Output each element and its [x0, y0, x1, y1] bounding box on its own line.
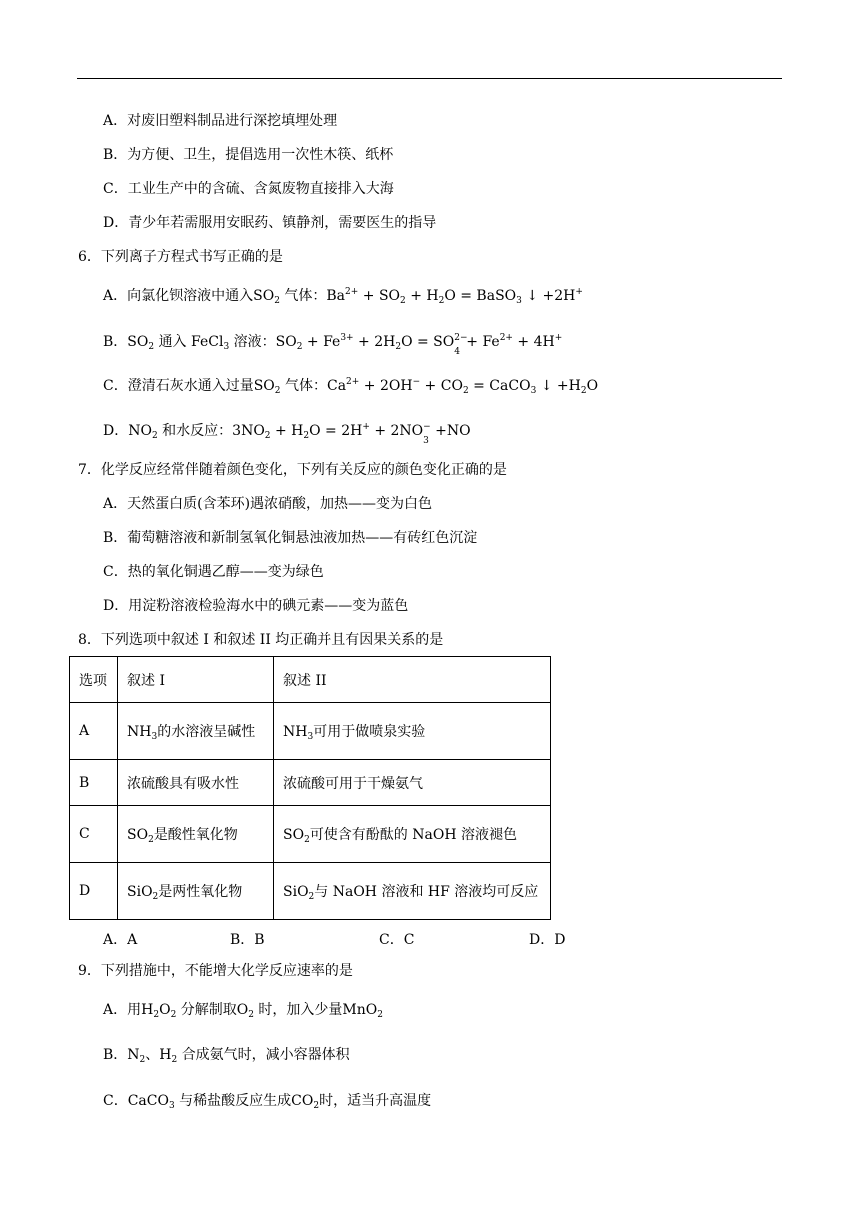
q6-option-b: B．$SO_2$ 通入 FeCl$_3$ 溶液：$SO_2 + Fe^{3+} + 2H_2O$ = SO 2− 4 + $Fe^{2+} + 4H^+$	[103, 333, 563, 357]
q7-option-d: D．用淀粉溶液检验海水中的碘元素——变为蓝色	[103, 598, 409, 614]
q8-answer-d: D．D	[529, 932, 566, 948]
q7-option-c: C．热的氧化铜遇乙醇——变为绿色	[103, 564, 324, 580]
q7-option-b: B．葡萄糖溶液和新制氢氧化铜悬浊液加热——有砖红色沉淀	[103, 530, 478, 546]
q8-answer-b: B．B	[230, 932, 265, 948]
q5-option-b: B．为方便、卫生，提倡选用一次性木筷、纸杯	[103, 147, 394, 163]
table-cell: $SO_2$是酸性氧化物	[118, 806, 274, 863]
q9-stem: 9．下列措施中，不能增大化学反应速率的是	[78, 963, 353, 979]
table-cell: A	[70, 703, 118, 760]
table-header-cell: 叙述 II	[274, 657, 551, 703]
header-rule	[77, 78, 782, 79]
q9-option-a: A．用$H_2O_2$ 分解制取$O_2$ 时，加入少量MnO$_2$	[103, 1002, 383, 1020]
table-cell: $NH_3$可用于做喷泉实验	[274, 703, 551, 760]
q5-option-c: C．工业生产中的含硫、含氮废物直接排入大海	[103, 181, 394, 197]
table-cell: B	[70, 760, 118, 806]
table-row	[70, 703, 551, 760]
q9-option-b: B．$N_2$、$H_2$ 合成氨气时，减小容器体积	[103, 1047, 350, 1065]
table-cell: 浓硫酸可用于干燥氨气	[274, 760, 551, 806]
table-cell: C	[70, 806, 118, 863]
table-cell: $SO_2$可使含有酚酞的 NaOH 溶液褪色	[274, 806, 551, 863]
table-row	[70, 760, 551, 806]
q7-option-a: A．天然蛋白质(含苯环)遇浓硝酸，加热——变为白色	[103, 496, 433, 512]
q6-option-a: A．向氯化钡溶液中通入$SO_2$ 气体：$Ba^{2+} + SO_2 + H_2O$ = BaSO$_3$ ↓ +2H+	[103, 287, 583, 306]
q8-table	[69, 656, 551, 920]
table-cell: 浓硫酸具有吸水性	[118, 760, 274, 806]
q5-option-a: A．对废旧塑料制品进行深挖填埋处理	[103, 113, 338, 129]
q6-option-d: D．$NO_2$ 和水反应：$3NO_2 + H_2O = 2H^+ + 2NO$ − 3 +NO	[103, 422, 471, 446]
table-header-cell: 叙述 I	[118, 657, 274, 703]
q8-answer-a: A．A	[103, 932, 138, 948]
q6-stem: 6．下列离子方程式书写正确的是	[78, 249, 283, 265]
table-cell: SiO$_2$与 NaOH 溶液和 HF 溶液均可反应	[274, 863, 551, 920]
q6-option-c: C．澄清石灰水通入过量$SO_2$ 气体：$Ca^{2+} + 2OH^- + CO_2$ = CaCO$_3$ ↓ $+H_2O$	[103, 377, 599, 396]
table-cell: SiO$_2$是两性氧化物	[118, 863, 274, 920]
table-cell: $NH_3$的水溶液呈碱性	[118, 703, 274, 760]
q8-stem: 8．下列选项中叙述 I 和叙述 II 均正确并且有因果关系的是	[78, 632, 444, 648]
table-cell: D	[70, 863, 118, 920]
q8-answer-c: C．C	[379, 932, 415, 948]
q9-option-c: C．CaCO$_3$ 与稀盐酸反应生成$CO_2$时，适当升高温度	[103, 1093, 432, 1111]
table-row	[70, 863, 551, 920]
table-row	[70, 806, 551, 863]
q7-stem: 7．化学反应经常伴随着颜色变化，下列有关反应的颜色变化正确的是	[78, 462, 507, 478]
table-header-row	[70, 657, 551, 703]
q5-option-d: D．青少年若需服用安眠药、镇静剂，需要医生的指导	[103, 215, 437, 231]
table-header-cell: 选项	[70, 657, 118, 703]
